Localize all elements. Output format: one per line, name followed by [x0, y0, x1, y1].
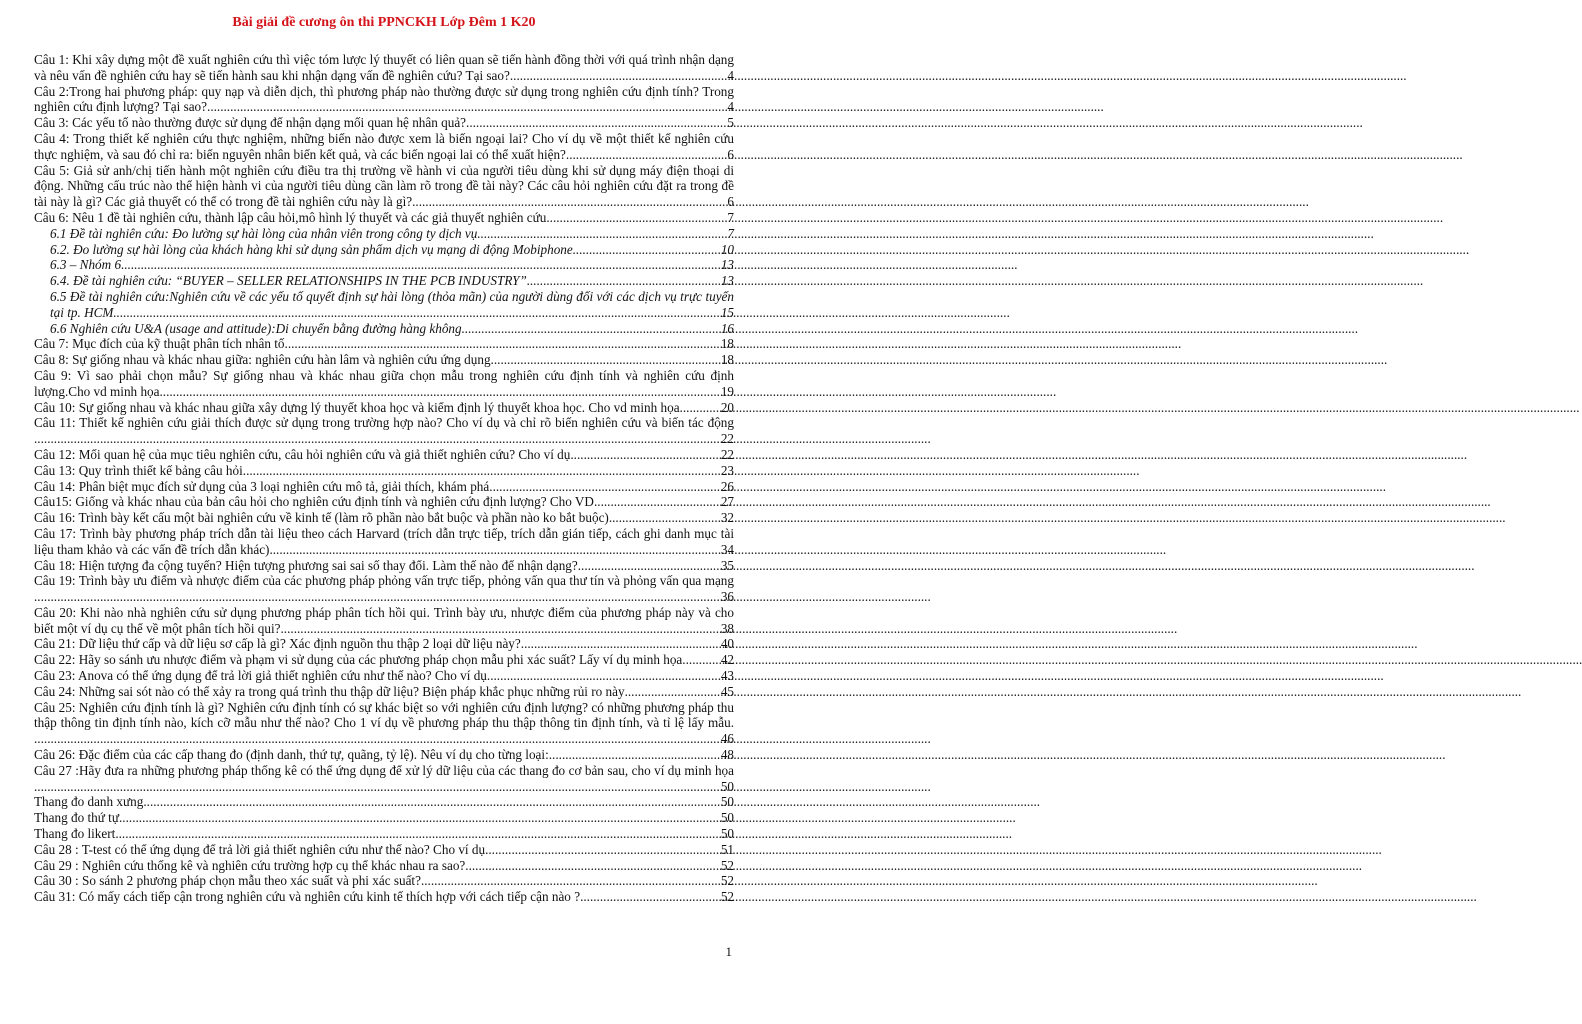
toc-entry-page: 16 [720, 320, 734, 336]
toc-entry[interactable] [34, 889, 734, 905]
toc-entry-page: 7 [727, 209, 734, 225]
toc-entry[interactable] [34, 494, 734, 510]
dot-leader [485, 842, 720, 858]
toc-entry-page: 19 [720, 383, 734, 399]
toc-entry-page: 32 [720, 510, 734, 526]
toc-entry-title: Câu15: Giống và khác nhau của bản câu hỏi cho nghiên cứu định tính và nghiên cứu định lượng? Cho VD [34, 494, 594, 510]
toc-entry-title: Câu 1: Khi xây dựng một đề xuất nghiên cứu thì việc tóm lược lý thuyết có liên quan sẽ tiến hành đồng thời với quá trình nhận dạng [34, 52, 734, 67]
toc-entry[interactable] [34, 463, 734, 479]
toc-entry-title: Câu 12: Mối quan hệ của mục tiêu nghiên cứu, câu hỏi nghiên cứu và giả thiết nghiên cứu? Cho ví dụ [34, 446, 571, 462]
dot-leader [570, 447, 719, 463]
toc-entry[interactable] [34, 668, 734, 684]
document-page [0, 0, 768, 1024]
dot-leader [412, 194, 727, 210]
toc-entry-title: Câu 8: Sự giống nhau và khác nhau giữa: nghiên cứu hàn lâm và nghiên cứu ứng dụng [34, 352, 491, 368]
dot-leader [683, 400, 720, 416]
toc-entry-title-end: lượng.Cho vd minh họa [34, 383, 160, 399]
toc-entry[interactable] [34, 115, 734, 131]
toc-entry-page: 13 [720, 257, 734, 273]
toc-entry-title: Câu 28 : T-test có thể ứng dụng để trả lời giả thiết nghiên cứu như thế nào? Cho ví dụ [34, 841, 486, 857]
dot-leader [115, 826, 720, 842]
toc-entry[interactable] [34, 810, 734, 826]
toc-entry[interactable] [34, 842, 734, 858]
dot-leader [121, 257, 720, 273]
toc-entry-title: 6.6 Nghiên cứu U&A (usage and attitude):Di chuyển bằng đường hàng không [50, 320, 462, 336]
toc-entry[interactable] [34, 479, 734, 495]
toc-entry-title: Câu 10: Sự giống nhau và khác nhau giữa xây dựng lý thuyết khoa học và kiểm định lý thuyết khoa học. Cho vd minh họa. [34, 399, 683, 415]
toc-entry-page: 51 [720, 841, 734, 857]
toc-entry-title: Câu 6: Nêu 1 đề tài nghiên cứu, thành lập câu hỏi,mô hình lý thuyết và các giả thuyết nghiên cứu [34, 209, 547, 225]
toc-entry-page: 34 [720, 541, 734, 557]
dot-leader [546, 210, 726, 226]
dot-leader [143, 794, 719, 810]
dot-leader [34, 731, 721, 747]
dot-leader [207, 99, 727, 115]
toc-entry[interactable] [34, 447, 734, 463]
toc-entry-page: 10 [720, 241, 734, 257]
toc-entry-title: 6.2. Đo lường sự hài lòng của khách hàng khi sử dụng sản phẩm dịch vụ mạng di động Mobiphone [50, 241, 573, 257]
toc-entry-title-end: liệu tham khảo và các vấn đề trích dẫn khác) [34, 541, 270, 557]
toc-entry-page: 50 [720, 826, 734, 842]
dot-leader [462, 321, 720, 337]
toc-entry[interactable] [34, 352, 734, 368]
dot-leader [281, 621, 721, 637]
toc-entry-title: Câu 30 : So sánh 2 phương pháp chọn mẫu theo xác suất và phi xác suất? [34, 873, 421, 889]
toc-entry-title: Câu 2:Trong hai phương pháp: quy nạp và diễn dịch, thì phương pháp nào thường được sử dụng trong nghiên cứu định tính? Trong [34, 83, 734, 99]
dot-leader [609, 510, 720, 526]
toc-entry-page: 45 [720, 683, 734, 699]
toc-entry-title: Câu 3: Các yếu tố nào thường được sử dụng để nhận dạng mối quan hệ nhân quả? [34, 115, 467, 131]
toc-subentry[interactable] [34, 321, 734, 337]
toc-entry[interactable] [34, 558, 734, 574]
toc-entry-title: 6.1 Đề tài nghiên cứu: Đo lường sự hài lòng của nhân viên trong công ty dịch vụ [50, 225, 478, 241]
toc-entry-title: Câu 13: Quy trình thiết kế bảng câu hỏi [34, 462, 243, 478]
toc-subentry[interactable] [34, 257, 734, 273]
toc-entry-page: 5 [727, 115, 734, 131]
dot-leader [119, 810, 720, 826]
toc-entry-title: Câu 19: Trình bày ưu điểm và nhược điểm của các phương pháp phỏng vấn trực tiếp, phỏng vấn qua thư tín và phỏng vấn qua mạng [34, 573, 734, 589]
toc-entry-page: 50 [720, 810, 734, 826]
toc-entry-title-end: và nêu vấn đề nghiên cứu hay sẽ tiến hành sau khi nhận dạng vấn đề nghiên cứu? Tại sao? [34, 67, 510, 83]
toc-entry-page: 15 [720, 304, 734, 320]
toc-entry-page: 35 [720, 557, 734, 573]
toc-entry-title-end: tài này là gì? Các giả thuyết có thể có trong đề tài nghiên cứu này là gì? [34, 194, 413, 210]
toc-entry-title: Câu 23: Anova có thể ứng dụng để trả lời giả thiết nghiên cứu như thế nào? Cho ví dụ [34, 668, 487, 684]
toc-entry-title: Câu 4: Trong thiết kế nghiên cứu thực nghiệm, những biến nào được xem là biến ngoại lai? Cho ví dụ về một thiết kế nghiên cứu [34, 130, 734, 146]
toc-entry[interactable] [34, 52, 734, 84]
toc-entry-title: Câu 22: Hãy so sánh ưu nhược điểm và phạm vi sử dụng của các phương pháp chọn mẫu phi xác suất? Lấy ví dụ minh họa. [34, 652, 686, 668]
toc-entry-title: Câu 17: Trình bày phương pháp trích dẫn tài liệu theo cách Harvard (trích dẫn trực tiếp, trích dẫn gián tiếp, cách ghi danh mục tài [34, 525, 734, 541]
toc-entry[interactable] [34, 415, 734, 447]
toc-entry-page: 13 [720, 273, 734, 289]
toc-subentry[interactable] [34, 226, 734, 242]
toc-entry-page: 50 [720, 794, 734, 810]
toc-entry-title: Câu 20: Khi nào nhà nghiên cứu sử dụng phương pháp phân tích hồi qui. Trình bày ưu, nhược điểm của phương pháp này và cho [34, 604, 734, 620]
toc-entry-page: 22 [720, 446, 734, 462]
toc-entry[interactable] [34, 636, 734, 652]
toc-entry-page: 27 [720, 494, 734, 510]
toc-entry[interactable] [34, 368, 734, 400]
toc-entry-title: Thang đo likert [34, 826, 116, 842]
toc-entry-title: Câu 7: Mục đích của kỹ thuật phân tích nhân tố [34, 336, 285, 352]
toc-entry-page: 6 [727, 194, 734, 210]
toc-entry[interactable] [34, 163, 734, 210]
toc-entry-title: Câu 5: Giả sử anh/chị tiến hành một nghiên cứu điều tra thị trường về hành vi của người tiêu dùng khi sử dụng máy điện thoại di động. Những cấu trúc nào thể hiện hành vi của người tiêu dùng cần làm rõ trong đề tài này? Các câu hỏi nghiên cứu đặt ra trong đề [34, 162, 734, 194]
dot-leader [491, 352, 720, 368]
dot-leader [34, 589, 721, 605]
toc-entry-page: 4 [727, 99, 734, 115]
toc-entry-page: 50 [720, 778, 734, 794]
toc-entry-page: 6 [727, 146, 734, 162]
page-number: 1 [725, 944, 732, 959]
toc-entry-title: Câu 27 :Hãy đưa ra những phương pháp thống kê có thể ứng dụng để xử lý dữ liệu của các thang đo cơ bản sau, cho ví dụ minh họa [34, 762, 734, 778]
toc-entry[interactable] [34, 684, 734, 700]
toc-entry-page: 26 [720, 478, 734, 494]
toc-subentry[interactable] [34, 273, 734, 289]
toc-entry-title-end: tại tp. HCM [50, 304, 114, 320]
dot-leader [466, 115, 726, 131]
toc-entry[interactable] [34, 131, 734, 163]
toc-entry-title: Thang đo danh xưng [34, 794, 144, 810]
toc-entry-page: 46 [720, 731, 734, 747]
toc-entry[interactable] [34, 573, 734, 605]
toc-entry-page: 36 [720, 589, 734, 605]
toc-entry[interactable] [34, 652, 734, 668]
dot-leader [285, 336, 720, 352]
toc-entry-page: 7 [727, 225, 734, 241]
toc-entry[interactable] [34, 763, 734, 795]
dot-leader [573, 242, 720, 258]
dot-leader [113, 305, 720, 321]
toc-entry-title: 6.3 – Nhóm 6 [50, 257, 122, 273]
toc-entry-page: 48 [720, 747, 734, 763]
dot-leader [477, 226, 726, 242]
toc-entry[interactable] [34, 794, 734, 810]
toc-entry[interactable] [34, 747, 734, 763]
toc-entry-page: 52 [720, 857, 734, 873]
toc-entry-page: 4 [727, 67, 734, 83]
dot-leader [487, 668, 720, 684]
toc-entry[interactable] [34, 210, 734, 226]
toc-entry-title: Câu 18: Hiện tượng đa cộng tuyến? Hiện tượng phương sai sai số thay đổi. Làm thế nào để nhận dạng? [34, 557, 578, 573]
toc-entry-title-end: thực nghiệm, và sau đó chỉ ra: biến nguyên nhân biến kết quả, và các biến ngoại lai có thể xuất hiện? [34, 146, 566, 162]
toc-entry-page: 40 [720, 636, 734, 652]
toc-entry[interactable] [34, 873, 734, 889]
toc-subentry[interactable] [34, 242, 734, 258]
toc-entry-page: 52 [720, 873, 734, 889]
toc-entry-title: Câu 21: Dữ liệu thứ cấp và dữ liệu sơ cấp là gì? Xác định nguồn thu thập 2 loại dữ liệu này? [34, 636, 521, 652]
table-of-contents [34, 52, 734, 905]
toc-entry[interactable] [34, 605, 734, 637]
dot-leader [625, 684, 720, 700]
dot-leader [580, 889, 720, 905]
toc-entry-title: Câu 31: Có mấy cách tiếp cận trong nghiên cứu và nghiên cứu kinh tế thích hợp với cách tiếp cận nào ? [34, 889, 581, 905]
toc-entry[interactable] [34, 526, 734, 558]
dot-leader [521, 636, 720, 652]
toc-entry-title: 6.4. Đề tài nghiên cứu: “BUYER – SELLER RELATIONSHIPS IN THE PCB INDUSTRY” [50, 273, 527, 289]
toc-entry-title: Câu 14: Phân biệt mục đích sử dụng của 3 loại nghiên cứu mô tả, giải thích, khám phá [34, 478, 490, 494]
toc-entry-title: Câu 25: Nghiên cứu định tính là gì? Nghiên cứu định tính có sự khác biệt so với nghiên cứu định lượng? có những phương pháp thu thập thông tin định tính nào, kích cỡ mẫu như thế nào? Cho 1 ví dụ về phương pháp thu thập thông tin định tính, và tỉ lệ lấy mẫu. [34, 699, 734, 731]
toc-entry-title-end: nghiên cứu định lượng? Tại sao? [34, 99, 208, 115]
dot-leader [549, 747, 720, 763]
toc-entry-title: Câu 29 : Nghiên cứu thống kê và nghiên cứu trường hợp cụ thể khác nhau ra sao? [34, 857, 466, 873]
toc-entry-title: Câu 24: Những sai sót nào có thể xảy ra trong quá trình thu thập dữ liệu? Biện pháp khắc phục những rủi ro này [34, 683, 625, 699]
toc-subentry[interactable] [34, 289, 734, 321]
toc-entry-page: 23 [720, 462, 734, 478]
dot-leader [421, 873, 720, 889]
toc-entry-page: 18 [720, 336, 734, 352]
toc-entry-title-end: biết một ví dụ cụ thể về một phân tích hồi qui? [34, 620, 281, 636]
toc-entry-title: Câu 16: Trình bày kết cấu một bài nghiên cứu về kinh tế (làm rõ phần nào bắt buộc và phần nào ko bắt buộc) [34, 510, 609, 526]
toc-entry-title: 6.5 Đề tài nghiên cứu:Nghiên cứu về các yếu tố quyết định sự hài lòng (thỏa mãn) của người dùng đối với các dịch vụ trực tuyến [50, 288, 734, 304]
toc-entry[interactable] [34, 400, 734, 416]
toc-entry[interactable] [34, 84, 734, 116]
toc-entry-page: 43 [720, 668, 734, 684]
dot-leader [269, 542, 720, 558]
dot-leader [686, 652, 720, 668]
toc-entry-title: Câu 9: Vì sao phải chọn mẫu? Sự giống nhau và khác nhau giữa chọn mẫu trong nghiên cứu định tính và nghiên cứu định [34, 367, 734, 383]
dot-leader [159, 384, 720, 400]
dot-leader [34, 431, 721, 447]
toc-entry-page: 18 [720, 352, 734, 368]
dot-leader [34, 779, 721, 795]
toc-entry-title: Câu 11: Thiết kế nghiên cứu giải thích được sử dụng trong trường hợp nào? Cho ví dụ và chỉ rõ biến nghiên cứu và biến tác động [34, 415, 734, 431]
toc-entry-page: 38 [720, 620, 734, 636]
toc-entry[interactable] [34, 336, 734, 352]
dot-leader [465, 858, 720, 874]
toc-entry-title: Câu 26: Đặc điểm của các cấp thang đo (định danh, thứ tự, quãng, tỷ lệ). Nêu ví dụ cho từng loại: [34, 747, 549, 763]
toc-entry[interactable] [34, 826, 734, 842]
toc-entry-page: 22 [720, 431, 734, 447]
toc-entry-page: 42 [720, 652, 734, 668]
dot-leader [243, 463, 720, 479]
toc-entry-title: Thang đo thứ tự [34, 810, 119, 826]
toc-entry[interactable] [34, 700, 734, 747]
toc-entry[interactable] [34, 858, 734, 874]
toc-entry[interactable] [34, 510, 734, 526]
dot-leader [527, 273, 720, 289]
document-title: Bài giải đề cương ôn thi PPNCKH Lớp Đêm 1 K20 [232, 15, 536, 30]
toc-entry-page: 52 [720, 889, 734, 905]
dot-leader [594, 494, 720, 510]
dot-leader [510, 68, 728, 84]
dot-leader [489, 479, 720, 495]
toc-entry-page: 20 [720, 399, 734, 415]
dot-leader [566, 147, 728, 163]
dot-leader [578, 558, 720, 574]
